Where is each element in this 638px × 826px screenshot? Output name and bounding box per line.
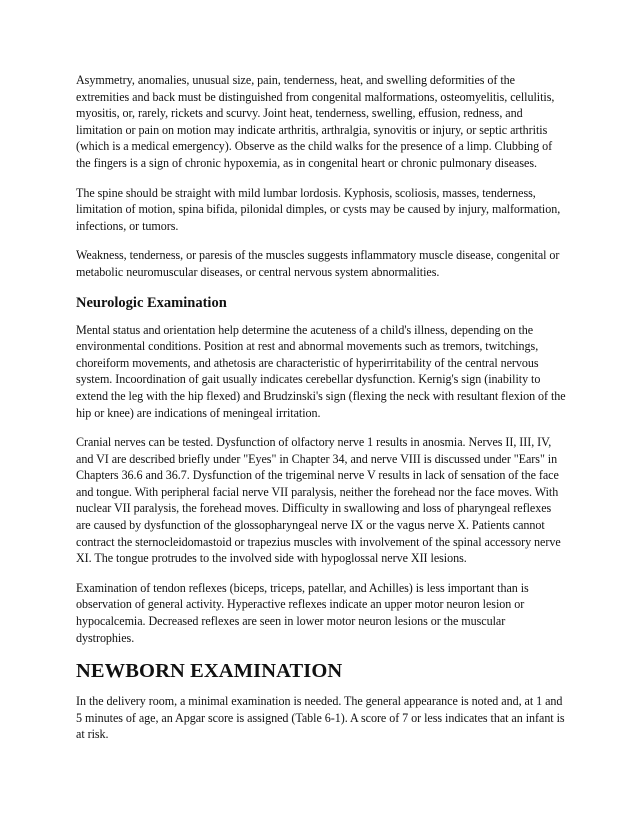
paragraph-tendon-reflexes: Examination of tendon reflexes (biceps, triceps, patellar, and Achilles) is less important than is observation of general activity. Hyperactive reflexes indicate an upper motor neuron lesion or hypocalcemia. Decreased reflexes are seen in lower motor neuron lesions or the muscular dystrophies.: [76, 580, 529, 645]
paragraph-muscles: Weakness, tenderness, or paresis of the muscles suggests inflammatory muscle disease, congenital or metabolic neuromuscular diseases, or central nervous system abnormalities.: [76, 248, 560, 279]
paragraph-cranial-nerves: Cranial nerves can be tested. Dysfunction of olfactory nerve 1 results in anosmia. Nerves II, III, IV, and VI are described briefly under "Eyes" in Chapter 34, and nerve VIII is discussed under "Ears" in Chapters 36.6 and 36.7. Dysfunction of the trigeminal nerve V results in lack of sensation of the face and tongue. With peripheral facial nerve VII paralysis, neither the forehead nor the face moves. With nuclear VII paralysis, the forehead moves. Difficulty in swallowing and loss of pharyngeal reflexes are caused by dysfunction of the glossopharyngeal nerve IX or the vagus nerve X. Patients cannot contract the sternocleidomastoid or trapezius muscles with involvement of the spinal accessory nerve XI. The tongue protrudes to the involved side with hypoglossal nerve XII lesions.: [76, 435, 561, 566]
paragraph-spine: The spine should be straight with mild lumbar lordosis. Kyphosis, scoliosis, masses, tenderness, limitation of motion, spina bifida, pilonidal dimples, or cysts may be caused by injury, malformation, infections, or tumors.: [76, 185, 561, 233]
document-page: [76, 72, 566, 756]
paragraph-mental-status: Mental status and orientation help determine the acuteness of a child's illness, depending on the environmental conditions. Position at rest and abnormal movements such as tremors, twitchings, choreiform movements, and athetosis are characteristic of hyperirritability of the central nervous system. Incoordination of gait usually indicates cerebellar dysfunction. Kernig's sign (inability to extend the leg with the hip flexed) and Brudzinski's sign (flexing the neck with resultant flexion of the hip or knee) are indications of meningeal irritation.: [76, 322, 566, 420]
heading-neurologic-examination: Neurologic Examination: [76, 294, 227, 311]
paragraph-extremities: Asymmetry, anomalies, unusual size, pain, tenderness, heat, and swelling deformities of the extremities and back must be distinguished from congenital malformations, osteomyelitis, cellulitis, myositis, or, rarely, rickets and scurvy. Joint heat, tenderness, swelling, effusion, redness, and limitation or pain on motion may indicate arthritis, arthralgia, synovitis or injury, or septic arthritis (which is a medical emergency). Observe as the child walks for the presence of a limp. Clubbing of the fingers is a sign of chronic hypoxemia, as in congenital heart or chronic pulmonary diseases.: [76, 73, 555, 170]
heading-newborn-examination: NEWBORN EXAMINATION: [76, 660, 343, 683]
paragraph-delivery-room: In the delivery room, a minimal examination is needed. The general appearance is noted and, at 1 and 5 minutes of age, an Apgar score is assigned (Table 6-1). A score of 7 or less indicates that an infant is at risk.: [76, 694, 565, 742]
